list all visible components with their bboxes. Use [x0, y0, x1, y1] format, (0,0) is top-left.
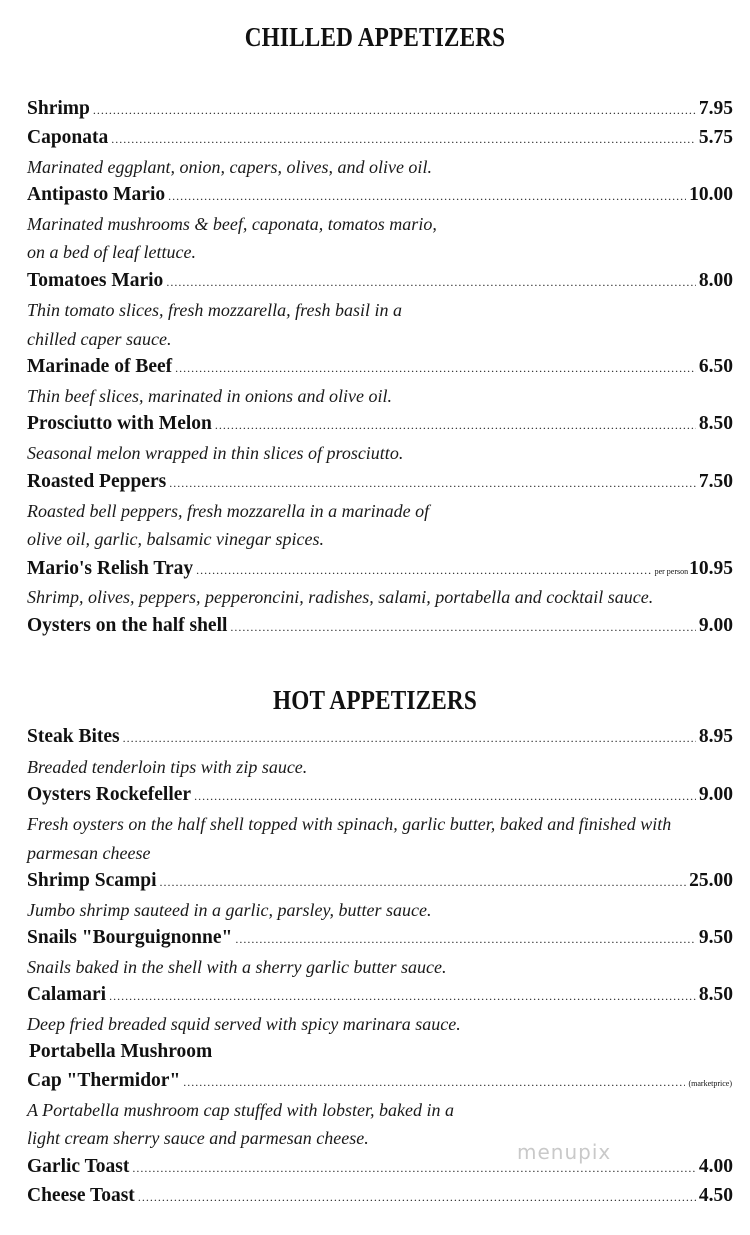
leader-dots: [123, 725, 696, 751]
chilled-section-title: CHILLED APPETIZERS: [244, 22, 506, 52]
item-description: parmesan cheese: [27, 843, 151, 863]
item-name: Antipasto Mario: [27, 184, 166, 205]
menu-item-shrimp: [27, 96, 733, 122]
menu-item-roasted-peppers: [27, 469, 733, 495]
menu-item-portabella-thermidor: [27, 1068, 733, 1094]
item-price: 9.00: [698, 615, 733, 636]
menu-item-garlic-toast: [27, 1154, 733, 1180]
menu-item-snails: [27, 925, 733, 951]
menu-item-caponata: [27, 125, 733, 151]
menu-item-shrimp-scampi: [27, 868, 733, 894]
leader-dots: [111, 126, 696, 152]
item-price: 8.95: [698, 726, 733, 747]
leader-dots: [138, 1184, 696, 1210]
item-name: Mario's Relish Tray: [27, 558, 194, 579]
item-price: 25.00: [689, 870, 733, 891]
menu-item-steak-bites: [27, 724, 733, 750]
menu-item-tomatoes-mario: [27, 268, 733, 294]
item-description: Jumbo shrimp sauteed in a garlic, parsley, butter sauce.: [27, 900, 432, 920]
leader-dots: [215, 412, 696, 438]
menu-item-marinade-of-beef: [27, 354, 733, 380]
item-name: Shrimp Scampi: [27, 870, 157, 891]
menu-item-oysters-rockefeller: [27, 782, 733, 808]
item-price: 8.00: [698, 270, 733, 291]
item-description: Roasted bell peppers, fresh mozzarella in a marinade of: [27, 501, 430, 521]
item-price: 8.50: [698, 413, 733, 434]
item-description: olive oil, garlic, balsamic vinegar spices.: [27, 529, 324, 549]
item-price: 10.95: [689, 558, 733, 579]
item-description: chilled caper sauce.: [27, 329, 172, 349]
item-price: (marketprice): [688, 1079, 732, 1088]
item-description: Marinated eggplant, onion, capers, olives, and olive oil.: [27, 157, 432, 177]
item-price: 8.50: [698, 984, 733, 1005]
menu-item-antipasto-mario: [27, 182, 733, 208]
item-name: Roasted Peppers: [27, 471, 167, 492]
item-name: Calamari: [27, 984, 107, 1005]
leader-dots: [159, 869, 686, 895]
leader-dots: [168, 183, 686, 209]
item-description: Snails baked in the shell with a sherry garlic butter sauce.: [27, 957, 447, 977]
leader-dots: [175, 355, 696, 381]
item-description: on a bed of leaf lettuce.: [27, 242, 196, 262]
leader-dots: [235, 926, 696, 952]
leader-dots: [93, 97, 696, 123]
item-name: Cheese Toast: [27, 1185, 135, 1206]
item-name-first-line: Portabella Mushroom: [29, 1041, 213, 1062]
item-name: Steak Bites: [27, 726, 120, 747]
item-price: 5.75: [698, 127, 733, 148]
leader-dots: [196, 557, 651, 583]
item-description: Seasonal melon wrapped in thin slices of prosciutto.: [27, 443, 404, 463]
item-name: Garlic Toast: [27, 1156, 130, 1177]
item-description: Marinated mushrooms & beef, caponata, tomatos mario,: [27, 214, 437, 234]
item-price: 4.00: [698, 1156, 733, 1177]
menu-item-prosciutto-with-melon: [27, 411, 733, 437]
item-description: A Portabella mushroom cap stuffed with lobster, baked in a: [27, 1100, 454, 1120]
item-description: Thin beef slices, marinated in onions and olive oil.: [27, 386, 392, 406]
menu-item-oysters-half-shell: [27, 613, 733, 639]
leader-dots: [183, 1069, 685, 1095]
leader-dots: [166, 269, 696, 295]
item-description: Fresh oysters on the half shell topped with spinach, garlic butter, baked and finished with: [27, 814, 672, 834]
item-description: Breaded tenderloin tips with zip sauce.: [27, 757, 308, 777]
leader-dots: [109, 983, 696, 1009]
item-name: Caponata: [27, 127, 109, 148]
leader-dots: [169, 470, 696, 496]
item-price: 7.50: [698, 471, 733, 492]
item-price: 4.50: [698, 1185, 733, 1206]
leader-dots: [132, 1155, 695, 1181]
hot-section-title: HOT APPETIZERS: [273, 685, 477, 715]
item-price: 7.95: [698, 98, 733, 119]
item-price-note: per person: [654, 567, 689, 576]
item-price: 9.00: [698, 784, 733, 805]
leader-dots: [230, 614, 695, 640]
item-price: 9.50: [698, 927, 733, 948]
item-name: Cap "Thermidor": [27, 1070, 181, 1091]
item-name: Marinade of Beef: [27, 356, 173, 377]
item-description: light cream sherry sauce and parmesan cheese.: [27, 1128, 369, 1148]
menu-item-relish-tray: [27, 556, 733, 582]
item-description: Thin tomato slices, fresh mozzarella, fresh basil in a: [27, 300, 403, 320]
item-name: Oysters on the half shell: [27, 615, 228, 636]
item-name: Oysters Rockefeller: [27, 784, 192, 805]
item-description: Shrimp, olives, peppers, pepperoncini, radishes, salami, portabella and cocktail sauce.: [27, 587, 654, 607]
menu-item-calamari: [27, 982, 733, 1008]
item-name: Shrimp: [27, 98, 90, 119]
item-price: 6.50: [698, 356, 733, 377]
item-name: Snails "Bourguignonne": [27, 927, 233, 948]
leader-dots: [194, 783, 696, 809]
menu-item-cheese-toast: [27, 1183, 733, 1209]
item-description: Deep fried breaded squid served with spicy marinara sauce.: [27, 1014, 461, 1034]
item-name: Prosciutto with Melon: [27, 413, 212, 434]
item-name: Tomatoes Mario: [27, 270, 164, 291]
watermark-logo: menupix: [517, 1140, 612, 1164]
item-price: 10.00: [689, 184, 733, 205]
